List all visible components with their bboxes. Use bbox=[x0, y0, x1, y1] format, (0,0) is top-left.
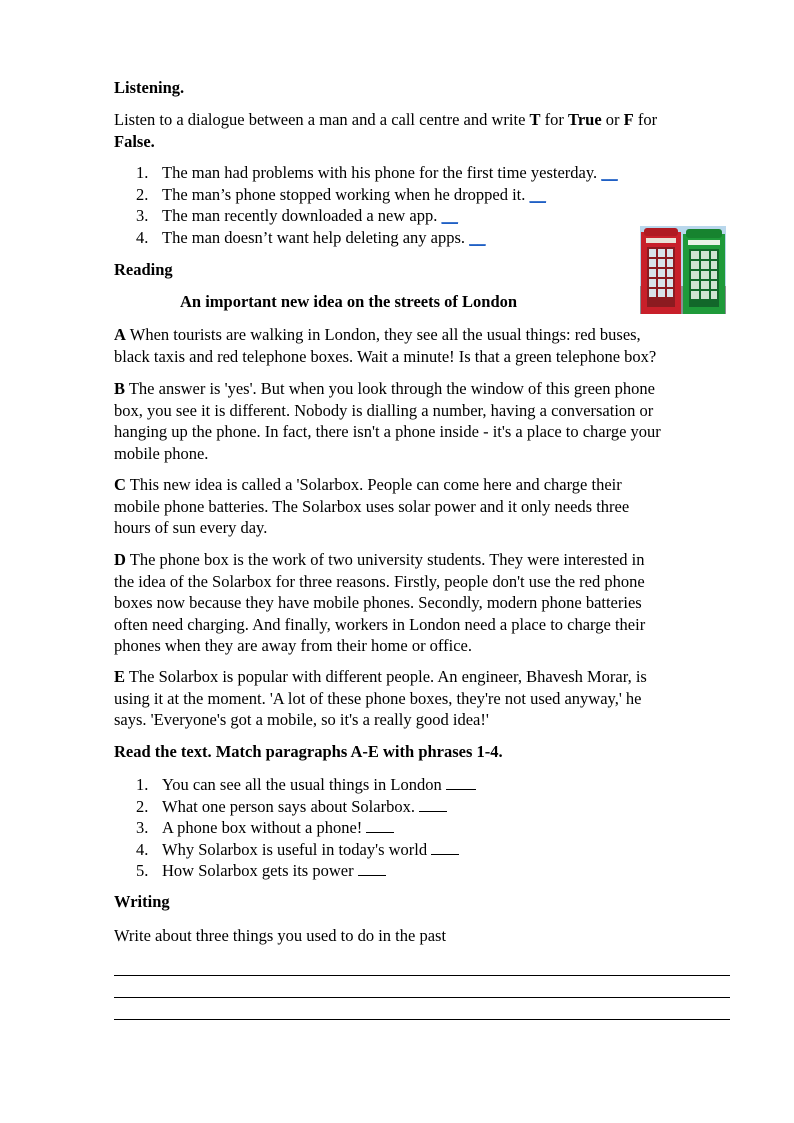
list-item: 2. The man’s phone stopped working when he dropped it. __ bbox=[136, 184, 547, 204]
answer-blank[interactable] bbox=[446, 774, 476, 790]
paragraph-b: B The answer is 'yes'. But when you look through the window of this green phone box, you see it is different. Nobody is dialling a number, having a conversation or hanging up the phone. In fact, there isn't a phone inside - it's a place to charge your mobile phone. bbox=[114, 379, 661, 463]
paragraph-e: E The Solarbox is popular with different people. An engineer, Bhavesh Morar, is using it at the moment. 'A lot of these phone boxes, they're not used anyway,' he says. 'Everyone's got a mobile, so it's a really good idea!' bbox=[114, 667, 647, 729]
paragraph-d: D The phone box is the work of two university students. They were interested in the idea of the Solarbox for three reasons. Firstly, people don't use the red phone boxes now because they have mobile phones. Secondly, modern phone batteries often need charging. And finally, workers in London need a place to charge their phones when they are away from their home or office. bbox=[114, 550, 646, 655]
paragraph-c: C This new idea is called a 'Solarbox. People can come here and charge their mobile phone batteries. The Solarbox uses solar power and it only needs three hours of sun every day. bbox=[114, 475, 630, 537]
answer-blank[interactable]: __ bbox=[469, 227, 486, 247]
reading-heading: Reading bbox=[114, 260, 173, 279]
writing-prompt: Write about three things you used to do in the past bbox=[114, 926, 447, 945]
answer-blank[interactable] bbox=[419, 796, 447, 812]
reading-title: An important new idea on the streets of London bbox=[180, 292, 518, 311]
answer-blank[interactable] bbox=[366, 817, 394, 833]
answer-blank[interactable] bbox=[358, 860, 386, 876]
list-item: 2. What one person says about Solarbox. bbox=[114, 796, 734, 818]
writing-line[interactable] bbox=[114, 1019, 730, 1020]
listening-heading: Listening. bbox=[114, 78, 185, 97]
answer-blank[interactable]: __ bbox=[441, 206, 458, 225]
writing-line[interactable] bbox=[114, 975, 730, 976]
phone-boxes-photo bbox=[640, 226, 726, 314]
writing-line[interactable] bbox=[114, 997, 730, 998]
list-item: 3. A phone box without a phone! bbox=[114, 817, 734, 839]
listening-instruction: Listen to a dialogue between a man and a call centre and write T for True or F for False. bbox=[114, 110, 658, 151]
list-item: 4. Why Solarbox is useful in today's world bbox=[114, 839, 734, 861]
writing-heading: Writing bbox=[114, 892, 170, 911]
reading-task: Read the text. Match paragraphs A-E with phrases 1-4. bbox=[114, 742, 503, 761]
answer-blank[interactable]: __ bbox=[529, 184, 547, 204]
paragraph-a: A When tourists are walking in London, they see all the usual things: red buses, black taxis and red telephone boxes. Wait a minute! Is that a green telephone box? bbox=[114, 325, 657, 366]
matching-questions bbox=[114, 774, 734, 882]
list-item: 4. The man doesn’t want help deleting any apps. __ bbox=[136, 227, 486, 247]
answer-blank[interactable]: __ bbox=[601, 163, 618, 182]
list-item: 1. You can see all the usual things in London bbox=[114, 774, 734, 796]
list-item: 5. How Solarbox gets its power bbox=[114, 860, 734, 882]
phone-boxes-illustration bbox=[640, 226, 726, 314]
answer-blank[interactable] bbox=[431, 839, 459, 855]
list-item: 1. The man had problems with his phone for the first time yesterday. __ bbox=[136, 163, 618, 182]
list-item: 3. The man recently downloaded a new app. __ bbox=[136, 206, 458, 225]
